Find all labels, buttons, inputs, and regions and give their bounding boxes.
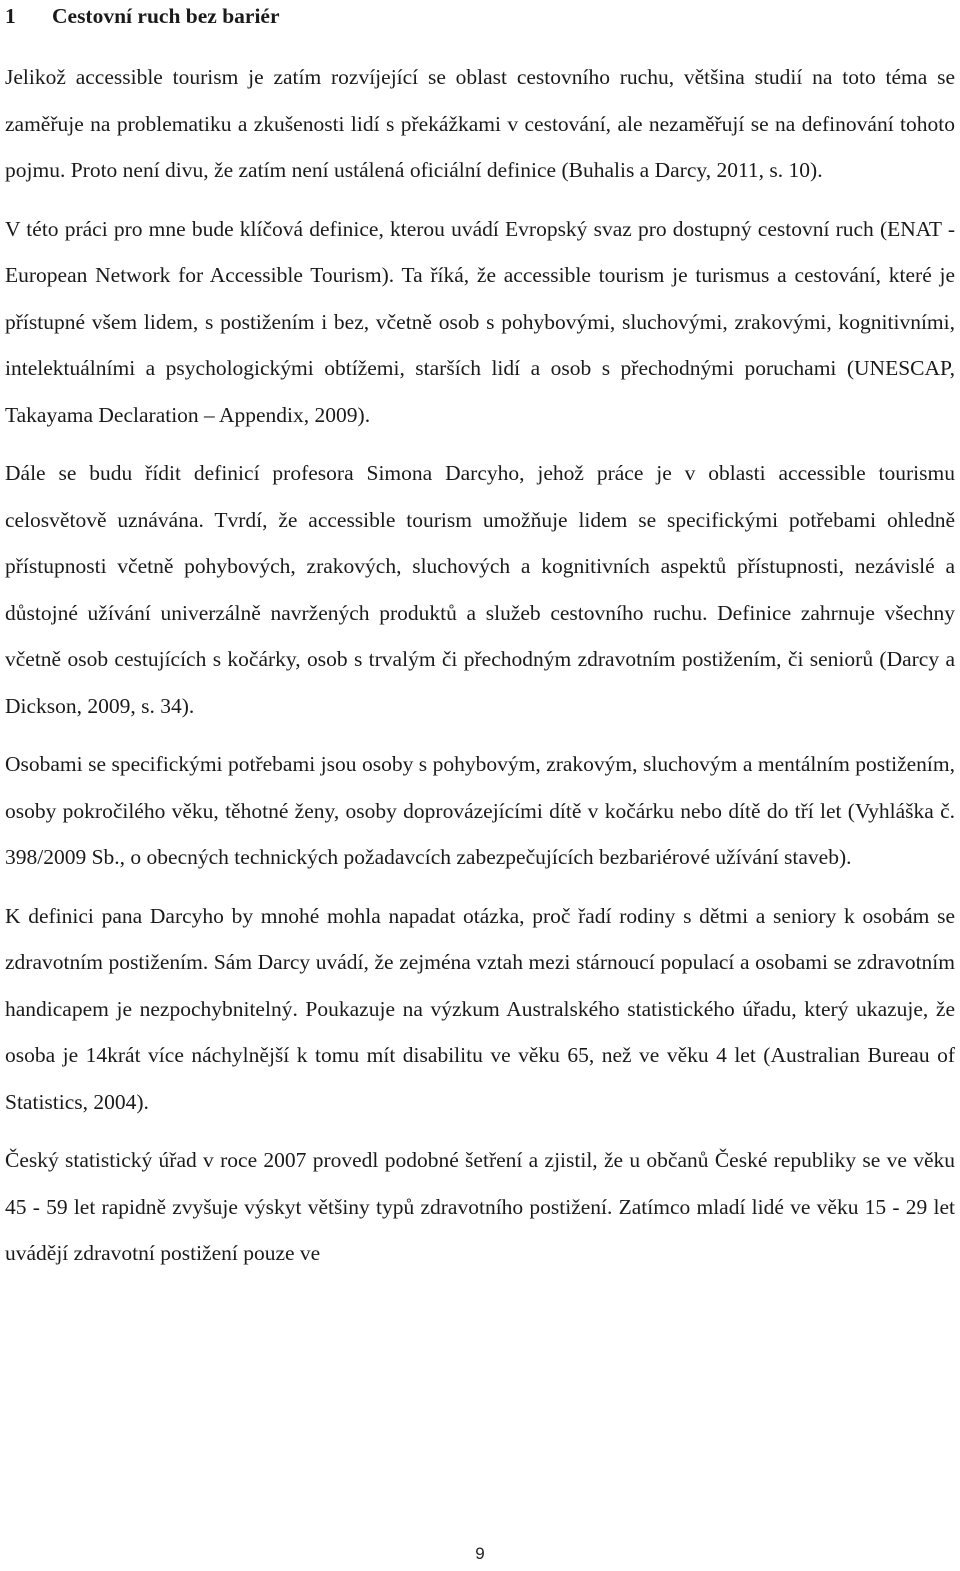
paragraph-6: Český statistický úřad v roce 2007 provedl podobné šetření a zjistil, že u občanů České republiky se ve věku 45 - 59 let rapidně zvyšuje výskyt většiny typů zdravotního postižení. Zatímco mladí lidé ve věku 15 - 29 let uvádějí zdravotní postižení pouze ve <box>5 1148 955 1265</box>
page-number: 9 <box>475 1544 485 1563</box>
document-page <box>5 0 955 1277</box>
section-heading <box>5 0 955 30</box>
paragraph-2: V této práci pro mne bude klíčová definice, kterou uvádí Evropský svaz pro dostupný cestovní ruch (ENAT - European Network for Accessible Tourism). Ta říká, že accessible tourism je turismus a cestování, které je přístupné všem lidem, s postižením i bez, včetně osob s pohybovými, sluchovými, zrakovými, kognitivními, intelektuálními a psychologickými obtížemi, starších lidí a osob s přechodnými poruchami (UNESCAP, Takayama Declaration – Appendix, 2009). <box>5 216 955 427</box>
paragraph-1: Jelikož accessible tourism je zatím rozvíjející se oblast cestovního ruchu, většina studií na toto téma se zaměřuje na problematiku a zkušenosti lidí s překážkami v cestování, ale nezaměřují se na definování tohoto pojmu. Proto není divu, že zatím není ustálená oficiální definice (Buhalis a Darcy, 2011, s. 10). <box>5 65 955 182</box>
paragraph-4: Osobami se specifickými potřebami jsou osoby s pohybovým, zrakovým, sluchovým a mentálním postižením, osoby pokročilého věku, těhotné ženy, osoby doprovázejícími dítě v kočárku nebo dítě do tří let (Vyhláška č. 398/2009 Sb., o obecných technických požadavcích zabezpečujících bezbariérové užívání staveb). <box>5 752 955 869</box>
paragraph-3: Dále se budu řídit definicí profesora Simona Darcyho, jehož práce je v oblasti accessible tourismu celosvětově uznávána. Tvrdí, že accessible tourism umožňuje lidem se specifickými potřebami ohledně přístupnosti včetně pohybových, zrakových, sluchových a kognitivních aspektů přístupnosti, nezávislé a důstojné užívání univerzálně navržených produktů a služeb cestovního ruchu. Definice zahrnuje všechny včetně osob cestujících s kočárky, osob s trvalým či přechodným zdravotním postižením, či seniorů (Darcy a Dickson, 2009, s. 34). <box>5 461 955 718</box>
section-number: 1 <box>5 4 16 28</box>
paragraph-5: K definici pana Darcyho by mnohé mohla napadat otázka, proč řadí rodiny s dětmi a seniory k osobám se zdravotním postižením. Sám Darcy uvádí, že zejména vztah mezi stárnoucí populací a osobami se zdravotním handicapem je nezpochybnitelný. Poukazuje na výzkum Australského statistického úřadu, který ukazuje, že osoba je 14krát více náchylnější k tomu mít disabilitu ve věku 65, než ve věku 4 let (Australian Bureau of Statistics, 2004). <box>5 903 955 1114</box>
section-title: Cestovní ruch bez bariér <box>52 4 280 28</box>
